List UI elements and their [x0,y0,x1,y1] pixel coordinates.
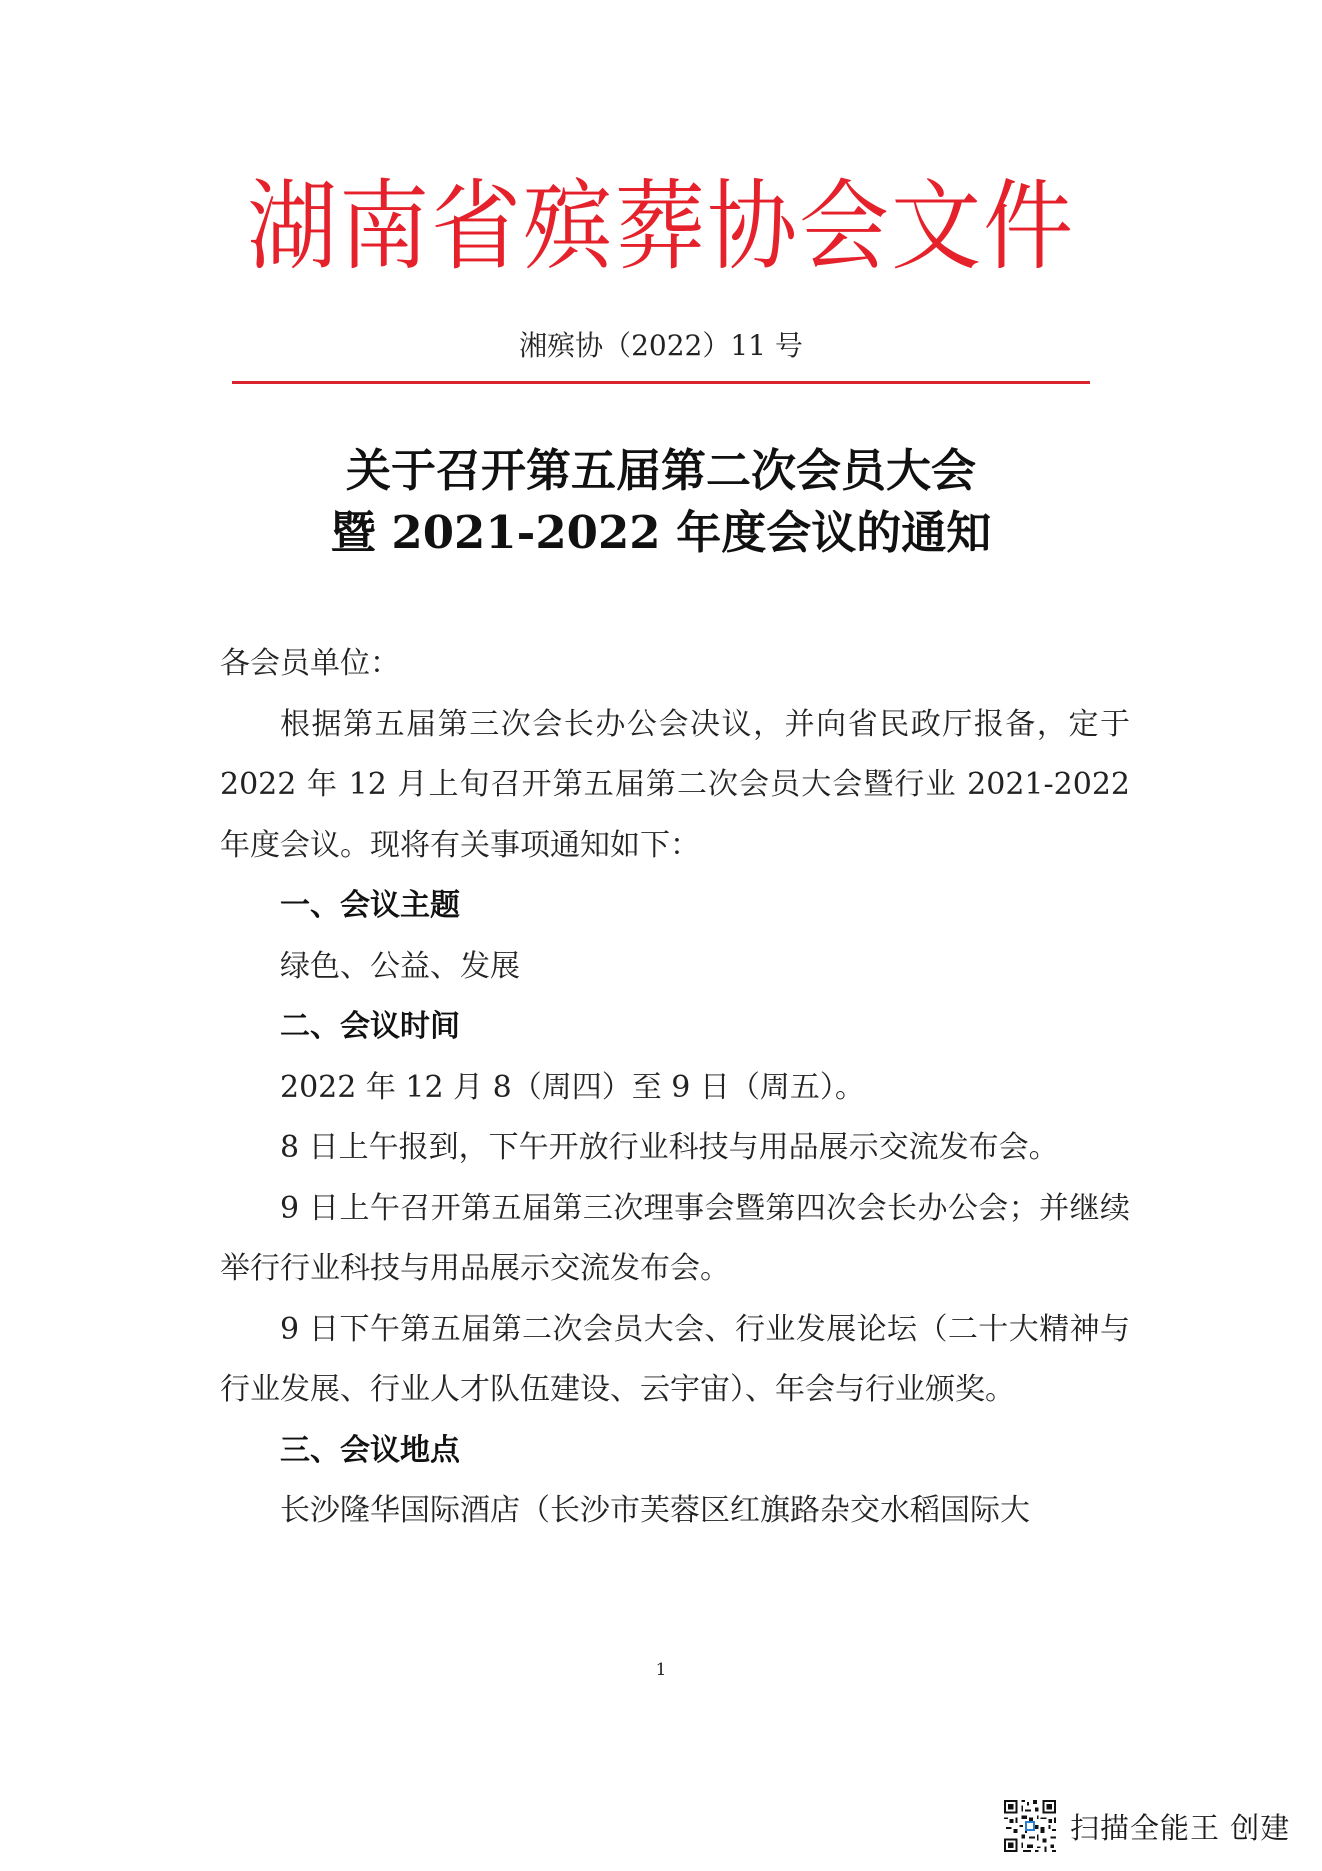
section-2-dates: 2022 年 12 月 8（周四）至 9 日（周五）。 [280,1069,865,1105]
red-divider-line [232,381,1090,384]
qr-code-icon [1002,1798,1058,1854]
masthead-title: 湖南省殡葬协会文件 [246,170,1076,284]
section-2-day-9-morning: 9 日上午召开第五届第三次理事会暨第四次会长办公会；并继续举行行业科技与用品展示交流发布会。 [220,1190,1130,1286]
notice-body [220,634,1130,1542]
notice-title-line-1: 关于召开第五届第二次会员大会 [345,444,976,497]
scanner-label: 扫描全能王 创建 [1070,1810,1291,1845]
section-2-day-9-afternoon: 9 日下午第五届第二次会员大会、行业发展论坛（二十大精神与行业发展、行业人才队伍建设、云宇宙）、年会与行业颁奖。 [220,1311,1130,1407]
scanner-watermark [1002,1797,1290,1855]
section-3-heading: 三、会议地点 [280,1432,460,1468]
intro-paragraph: 根据第五届第三次会长办公会决议，并向省民政厅报备，定于 2022 年 12 月上旬召开第五届第二次会员大会暨行业 2021-2022 年度会议。现将有关事项通知如下： [220,706,1130,863]
notice-title [0,440,1322,564]
notice-title-line-2: 暨 2021-2022 年度会议的通知 [330,506,992,559]
page-number: 1 [655,1660,667,1680]
section-3-text: 长沙隆华国际酒店（长沙市芙蓉区红旗路杂交水稻国际大 [280,1493,1030,1528]
section-2-heading: 二、会议时间 [280,1009,460,1044]
document-number: 湘殡协（2022）11 号 [519,329,803,362]
section-1-heading: 一、会议主题 [280,888,460,923]
salutation: 各会员单位： [220,646,400,681]
section-2-day-8: 8 日上午报到，下午开放行业科技与用品展示交流发布会。 [280,1130,1059,1165]
section-1-text: 绿色、公益、发展 [280,948,520,984]
